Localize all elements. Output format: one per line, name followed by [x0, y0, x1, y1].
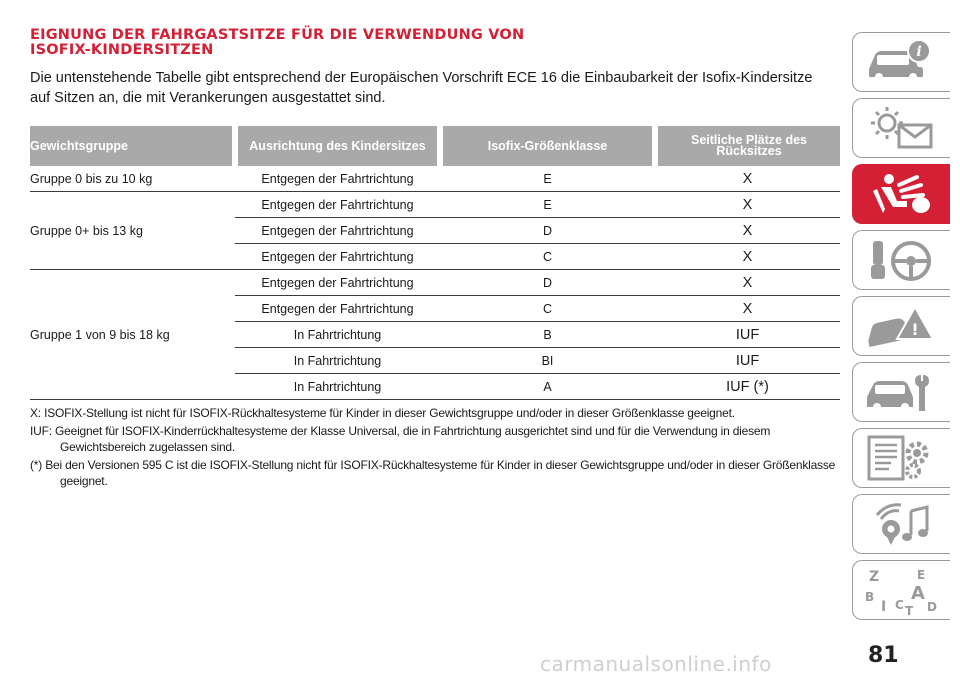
chapter-sidebar — [852, 32, 950, 626]
size-class-cell: C — [440, 296, 655, 322]
page-title-line-2: ISOFIX-KINDERSITZEN — [30, 42, 214, 58]
intro-paragraph: Die untenstehende Tabelle gibt entsprechend der Europäischen Vorschrift ECE 16 die Einbaubarkeit der Isofix-Kindersitze auf Sitzen an, die mit Verankerungen ausgestattet sind. — [30, 70, 813, 106]
size-class-cell: D — [440, 270, 655, 296]
orientation-cell: In Fahrtrichtung — [235, 374, 440, 400]
orientation-cell: Entgegen der Fahrtrichtung — [235, 270, 440, 296]
warning-lights-icon — [859, 103, 939, 153]
footnote-iuf: IUF: Geeignet für ISOFIX-Kinderrückhaltesysteme der Klasse Universal, die in Fahrtrichtung ausgerichtet sind und für die Verwendung in diesem Gewichtsbereich zugelassen sind. — [30, 424, 771, 454]
table-row — [30, 166, 840, 192]
orientation-cell: In Fahrtrichtung — [235, 322, 440, 348]
car-wrench-icon — [859, 367, 939, 417]
rear-seat-cell: X — [655, 166, 840, 192]
orientation-cell: Entgegen der Fahrtrichtung — [235, 166, 440, 192]
page-title-line-1: EIGNUNG DER FAHRGASTSITZE FÜR DIE VERWENDUNG VON — [30, 27, 525, 43]
weight-group-cell: Gruppe 0 bis zu 10 kg — [30, 166, 235, 192]
footnote-x: X: ISOFIX-Stellung ist nicht für ISOFIX-Rückhaltesysteme für Kinder in dieser Gewichtsgruppe und/oder in dieser Größenklasse geeignet. — [30, 406, 735, 420]
orientation-cell: Entgegen der Fahrtrichtung — [235, 296, 440, 322]
weight-group-cell: Gruppe 1 von 9 bis 18 kg — [30, 270, 235, 400]
rear-seat-cell: X — [655, 270, 840, 296]
index-letter: T — [905, 604, 914, 615]
airbag-seat-icon — [859, 169, 939, 219]
multimedia-icon — [859, 499, 939, 549]
car-info-icon — [859, 37, 939, 87]
page-number: 81 — [868, 643, 899, 668]
header-weight-group: Gewichtsgruppe — [30, 126, 235, 166]
index-letter: E — [917, 568, 926, 582]
index-letter: A — [911, 583, 925, 604]
table-row — [30, 270, 840, 296]
rear-seat-cell: IUF (*) — [655, 374, 840, 400]
isofix-table — [30, 126, 840, 400]
chapter-tab-index[interactable] — [852, 560, 950, 620]
rear-seat-cell: X — [655, 192, 840, 218]
header-size-class: Isofix-Größenklasse — [440, 126, 655, 166]
header-orientation: Ausrichtung des Kindersitzes — [235, 126, 440, 166]
svg-text:!: ! — [911, 320, 919, 339]
orientation-cell: Entgegen der Fahrtrichtung — [235, 244, 440, 270]
chapter-tab-emergency[interactable] — [852, 296, 950, 356]
chapter-tab-multimedia[interactable] — [852, 494, 950, 554]
chapter-tab-maintenance[interactable] — [852, 362, 950, 422]
alphabet-index-icon — [859, 565, 939, 615]
orientation-cell: Entgegen der Fahrtrichtung — [235, 192, 440, 218]
watermark: carmanualsonline.info — [540, 652, 772, 676]
size-class-cell: A — [440, 374, 655, 400]
car-accident-icon — [859, 301, 939, 351]
rear-seat-cell: X — [655, 296, 840, 322]
svg-text:i: i — [916, 44, 922, 60]
table-row — [30, 192, 840, 218]
key-steering-wheel-icon — [859, 235, 939, 285]
size-class-cell: E — [440, 192, 655, 218]
chapter-tab-car-info[interactable] — [852, 32, 950, 92]
specs-gear-icon — [859, 433, 939, 483]
chapter-tab-starting-driving[interactable] — [852, 230, 950, 290]
footnote-asterisk: (*) Bei den Versionen 595 C ist die ISOFIX-Stellung nicht für ISOFIX-Rückhaltesysteme für Kinder in dieser Gewichtsgruppe und/oder in dieser Größenklasse geeignet. — [30, 458, 836, 488]
rear-seat-cell: IUF — [655, 348, 840, 374]
chapter-tab-safety[interactable] — [852, 164, 950, 224]
rear-seat-cell: X — [655, 244, 840, 270]
page-content — [30, 28, 840, 491]
page-title — [30, 28, 840, 58]
size-class-cell: BI — [440, 348, 655, 374]
chapter-tab-technical-data[interactable] — [852, 428, 950, 488]
orientation-cell: In Fahrtrichtung — [235, 348, 440, 374]
table-footnotes — [30, 405, 840, 489]
index-letter: C — [895, 598, 904, 612]
chapter-tab-warning-lights[interactable] — [852, 98, 950, 158]
size-class-cell: E — [440, 166, 655, 192]
weight-group-cell: Gruppe 0+ bis 13 kg — [30, 192, 235, 270]
index-letter: I — [881, 599, 887, 615]
table-header-row — [30, 126, 840, 166]
index-letter: D — [927, 600, 937, 614]
rear-seat-cell: IUF — [655, 322, 840, 348]
svg-text:Z E B — [865, 565, 939, 615]
size-class-cell: D — [440, 218, 655, 244]
index-letter: B — [865, 590, 875, 604]
orientation-cell: Entgegen der Fahrtrichtung — [235, 218, 440, 244]
size-class-cell: C — [440, 244, 655, 270]
rear-seat-cell: X — [655, 218, 840, 244]
size-class-cell: B — [440, 322, 655, 348]
index-letter: Z — [869, 569, 880, 585]
header-rear-seats: Seitliche Plätze des Rücksitzes — [655, 126, 840, 166]
